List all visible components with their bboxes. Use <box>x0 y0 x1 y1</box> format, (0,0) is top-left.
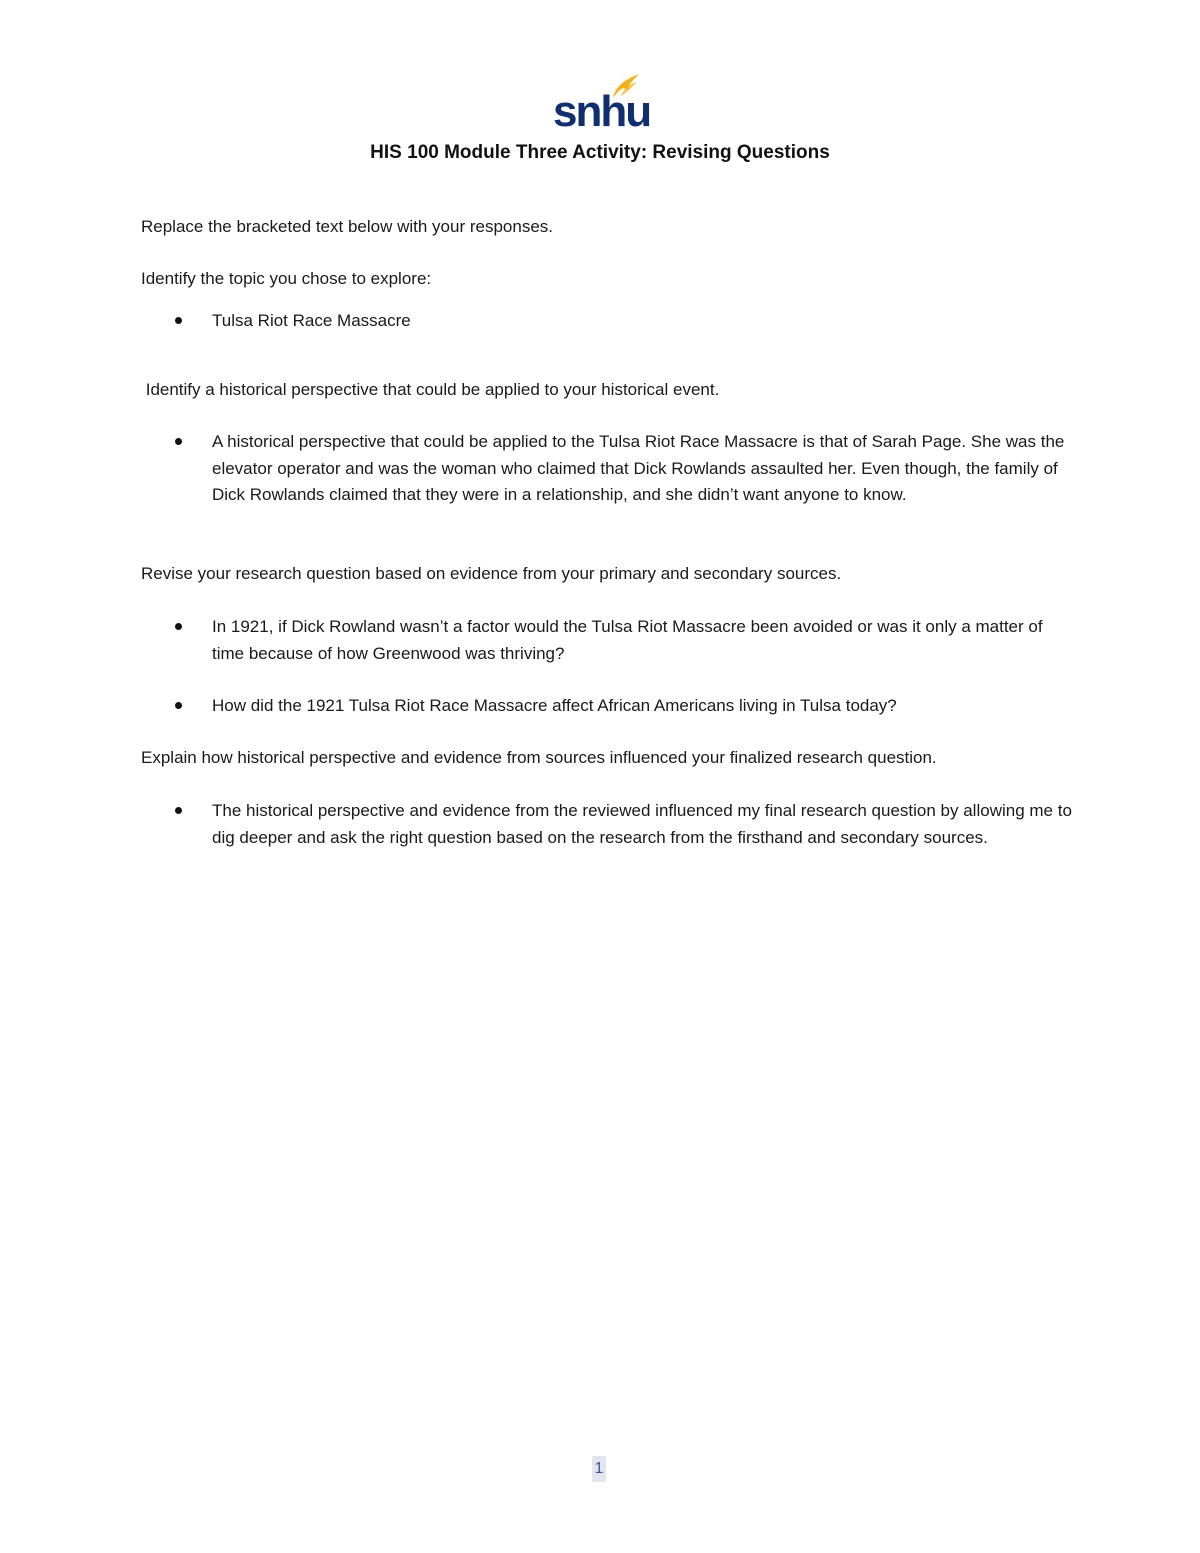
section-prompt: Explain how historical perspective and evidence from sources influenced your finalized research question. <box>141 748 937 767</box>
bullet-icon <box>175 702 182 709</box>
logo-text: snhu <box>553 87 651 136</box>
bullet-icon <box>175 623 182 630</box>
answer-item: In 1921, if Dick Rowland wasn’t a factor would the Tulsa Riot Massacre been avoided or was it only a matter of time because of how Greenwood was thriving? <box>212 617 1043 663</box>
answer-item: A historical perspective that could be applied to the Tulsa Riot Race Massacre is that of Sarah Page. She was the elevator operator and was the woman who claimed that Dick Rowlands assaulted her. Even though, the family of Dick Rowlands claimed that they were in a relationship, and she didn’t want anyone to know. <box>212 432 1065 504</box>
answer-item: Tulsa Riot Race Massacre <box>212 311 411 330</box>
bullet-icon <box>175 317 182 324</box>
page-number: 1 <box>592 1456 606 1482</box>
section-prompt: Identify a historical perspective that could be applied to your historical event. <box>141 380 720 399</box>
bullet-icon <box>175 807 182 814</box>
instructions-text: Replace the bracketed text below with your responses. <box>141 217 554 236</box>
section-prompt: Identify the topic you chose to explore: <box>141 269 432 288</box>
snhu-logo <box>553 70 649 134</box>
section-prompt: Revise your research question based on evidence from your primary and secondary sources. <box>141 564 842 583</box>
bullet-icon <box>175 438 182 445</box>
document-title: HIS 100 Module Three Activity: Revising Questions <box>370 142 830 163</box>
answer-item: The historical perspective and evidence from the reviewed influenced my final research question by allowing me to dig deeper and ask the right question based on the research from the firsthand and secondary sources. <box>212 801 1072 847</box>
answer-item: How did the 1921 Tulsa Riot Race Massacre affect African Americans living in Tulsa today? <box>212 696 897 715</box>
